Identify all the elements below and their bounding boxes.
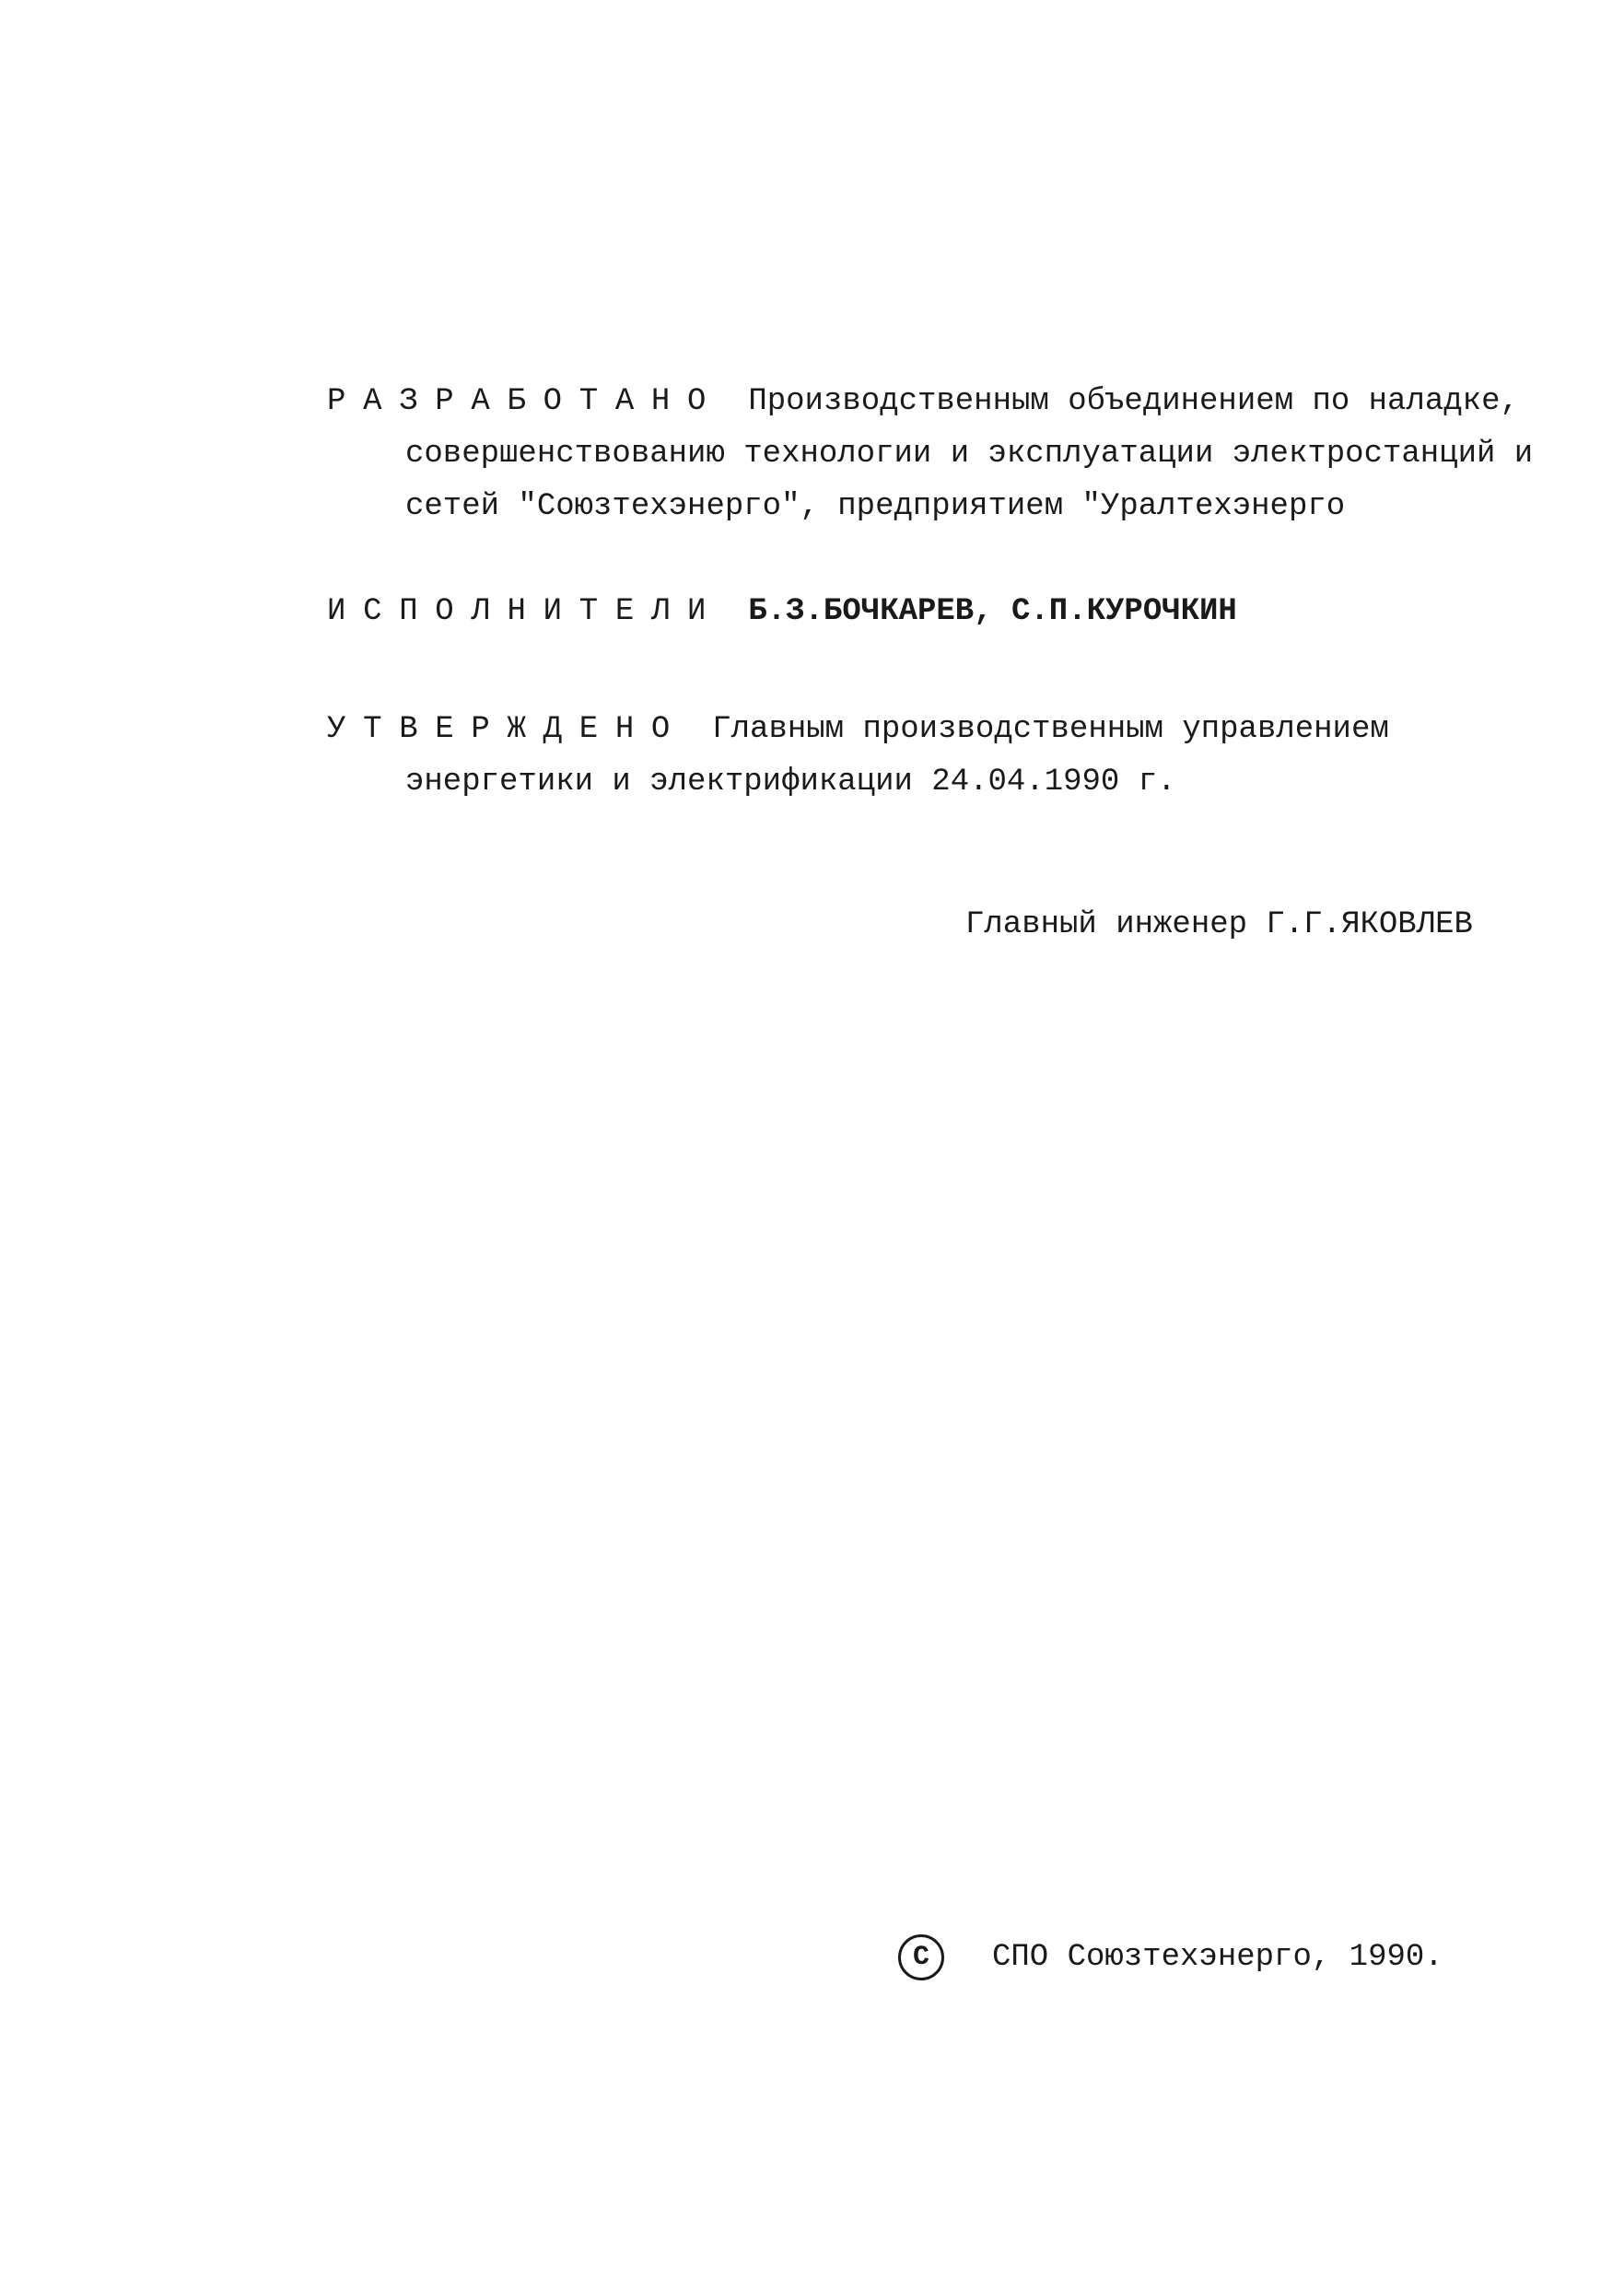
developed-line-2: совершенствованию технологии и эксплуатации электростанций и — [405, 437, 1534, 472]
signatory-line: Главный инженер Г.Г.ЯКОВЛЕВ — [965, 907, 1473, 942]
developed-heading: РАЗРАБОТАНО — [327, 384, 724, 419]
approved-line-2: энергетики и электрификации 24.04.1990 г. — [405, 765, 1176, 800]
approved-line-1: Главным производственным управлением — [712, 712, 1389, 747]
copyright-icon: С — [898, 1934, 944, 1980]
approved-heading: УТВЕРЖДЕНО — [327, 712, 688, 747]
performers-paragraph — [327, 586, 1552, 638]
copyright-notice — [898, 1930, 1443, 1985]
developed-paragraph — [327, 376, 1552, 533]
copyright-text: СПО Союзтехэнерго, 1990. — [992, 1940, 1443, 1975]
performers-heading: ИСПОЛНИТЕЛИ — [327, 594, 724, 629]
developed-line-3: сетей "Союзтехэнерго", предприятием "Уралтехэнерго — [405, 489, 1346, 524]
performers-names: Б.З.БОЧКАРЕВ, С.П.КУРОЧКИН — [748, 594, 1237, 629]
approved-paragraph — [327, 704, 1552, 809]
developed-line-1: Производственным объединением по наладке, — [748, 384, 1519, 419]
